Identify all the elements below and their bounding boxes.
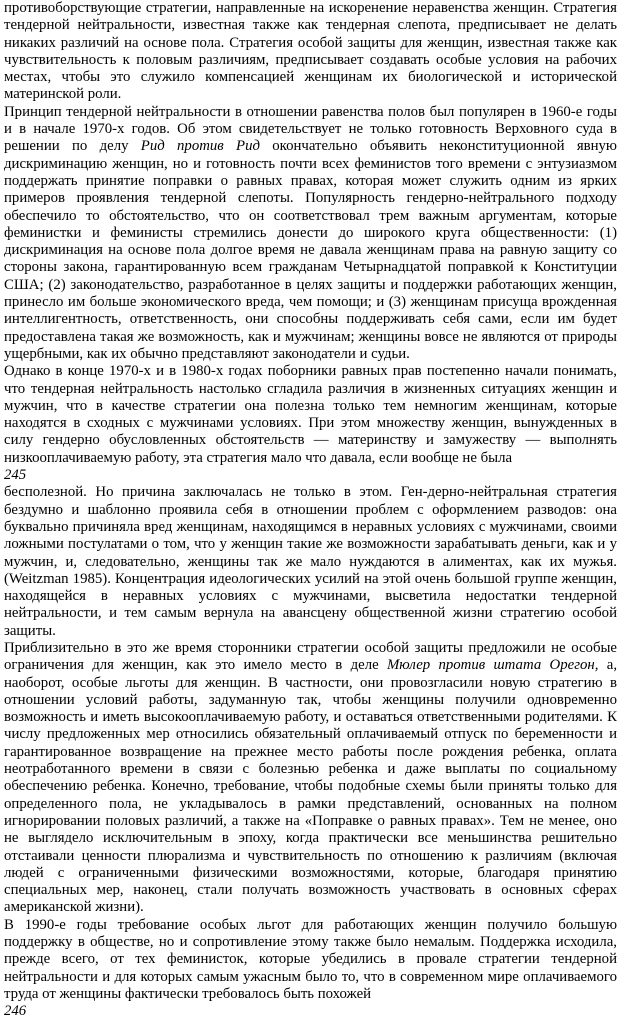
- paragraph-useless-strategy: бесполезной. Но причина заключалась не только в этом. Ген-дерно-нейтральная стратегия бездумно и шаблонно проявила себя в отношении проблем с оформлением разводов: она буквально причиняла вред женщинам, находящимся в неравных условиях с мужчинами, своими ложными постулатами о том, что у женщин такие же возможности зарабатывать деньги, как и у мужчин, и, следовательно, женщины так же мало нуждаются в алиментах, как их мужья. (Weitzman 1985). Концентрация идеологических усилий на этой очень большой группе женщин, находящейся в неравных условиях с мужчинами, высветила недостатки тендерной нейтральности, и тем самым вернула на авансцену общественной жизни стратегию особой защиты.: [4, 484, 617, 639]
- paragraph-text-part: Принцип тендерной нейтральности в отношении равенства полов был популярен в 1960-е годы и в начале 1970-х годов. Об этом свидетельствует не только готовность Верховного суда в решении по делу: [4, 103, 617, 155]
- page-number: 245: [4, 467, 27, 484]
- page-number: 246: [4, 1003, 27, 1020]
- paragraph-text-part: а, наоборот, особые льготы для женщин. В частности, они провозгласили новую стратегию в отношении условий работы, задуманную так, чтобы женщины получили одновременно возможность и иметь высокооплачиваемую работу, и оставаться ответственными родителями. К числу предложенных мер относились обязательный оплачиваемый отпуск по беременности и гарантированное возвращение на прежнее место работы после рождения ребенка, оплата неотработанного времени в связи с болезнью ребенка и даже выплаты по социальному обеспечению ребенка. Конечно, требование, чтобы подобные схемы были приняты только для определенного пола, не укладывалось в рамки представлений, основанных на полном игнорировании половых различий, а также на «Поправке о равных правах». Тем не менее, оно не выглядело исключительным в эпоху, когда практически все меньшинства решительно отстаивали ценности плюрализма и чувствительность по отношению к различиям (включая людей с ограниченными физическими возможностями, которые, благодаря принятию специальных мер, наконец, стали получать возможность участвовать в основных сферах американской жизни).: [4, 657, 618, 916]
- paragraph-special-protection: [4, 640, 617, 917]
- paragraph-1990s: В 1990-е годы требование особых льгот для работающих женщин получило большую поддержку в обществе, но и сопротивление этому также было немалым. Поддержка исходила, прежде всего, от тех феминисток, которые убедились в провале стратегии тендерной нейтральности и для которых самым ужасным было то, что в современном мире оплачиваемого труда от женщины фактически требовалось быть похожей: [4, 916, 617, 1002]
- paragraph-text-part: Приблизительно в это же время сторонники стратегии особой защиты предложили не особые ограничения для женщин, как это имело место в деле: [4, 639, 617, 674]
- case-name-muller-v-oregon: Мюлер против штата Орегон,: [386, 657, 599, 674]
- case-name-reed-v-reed: Рид против Рид: [140, 138, 260, 155]
- paragraph-strategies-intro: противоборствующие стратегии, направленные на искоренение неравенства женщин. Стратегия тендерной нейтральности, известная также как тендерная слепота, предписывает не делать никаких различий на основе пола. Стратегия особой защиты для женщин, известная также как чувствительность к половым различиям, предписывает создавать особые условия на рабочих местах, чтобы это служило компенсацией женщинам их биологической и исторической материнской роли.: [4, 0, 617, 103]
- paragraph-gender-neutrality: [4, 104, 617, 363]
- paragraph-late-1970s: Однако в конце 1970-х и в 1980-х годах поборники равных прав постепенно начали понимать, что тендерная нейтральность настолько сгладила различия в жизненных ситуациях женщин и мужчин, что в качестве стратегии она полезна только тем немногим женщинам, которые находятся в сходных с мужчинами условиях. При этом множеству женщин, вынужденных в силу гендерно обусловленных обстоятельств — материнству и замужеству — выполнять низкооплачиваемую работу, эта стратегия мало что давала, если вообще не была: [4, 363, 617, 466]
- paragraph-text-part: окончательно объявить неконституционной явную дискриминацию женщин, но и готовность почти всех феминистов того времени с энтузиазмом поддержать принятие поправки о равных правах, которая может служить одним из ярких примеров проявления тендерной слепоты. Популярность гендерно-нейтрального подходу обеспечило то обстоятельство, что он соответствовал трем важным аргументам, которые феминистки и феминисты стремились донести до широкого круга общественности: (1) дискриминация на основе пола долгое время не давала женщинам права на равную защиту со стороны закона, гарантированную всем гражданам Четырнадцатой поправкой к Конституции США; (2) законодательство, разработанное в целях защиты и поддержки работающих женщин, принесло им больше экономического вреда, чем помощи; и (3) женщинам присуща врожденная интеллигентность, ответственность, они способны поддерживать себя сами, если им будет предоставлена такая же возможность, как и мужчинам; женщины вовсе не являются от природы ущербными, как их обычно представляют законодатели и судьи.: [4, 138, 617, 362]
